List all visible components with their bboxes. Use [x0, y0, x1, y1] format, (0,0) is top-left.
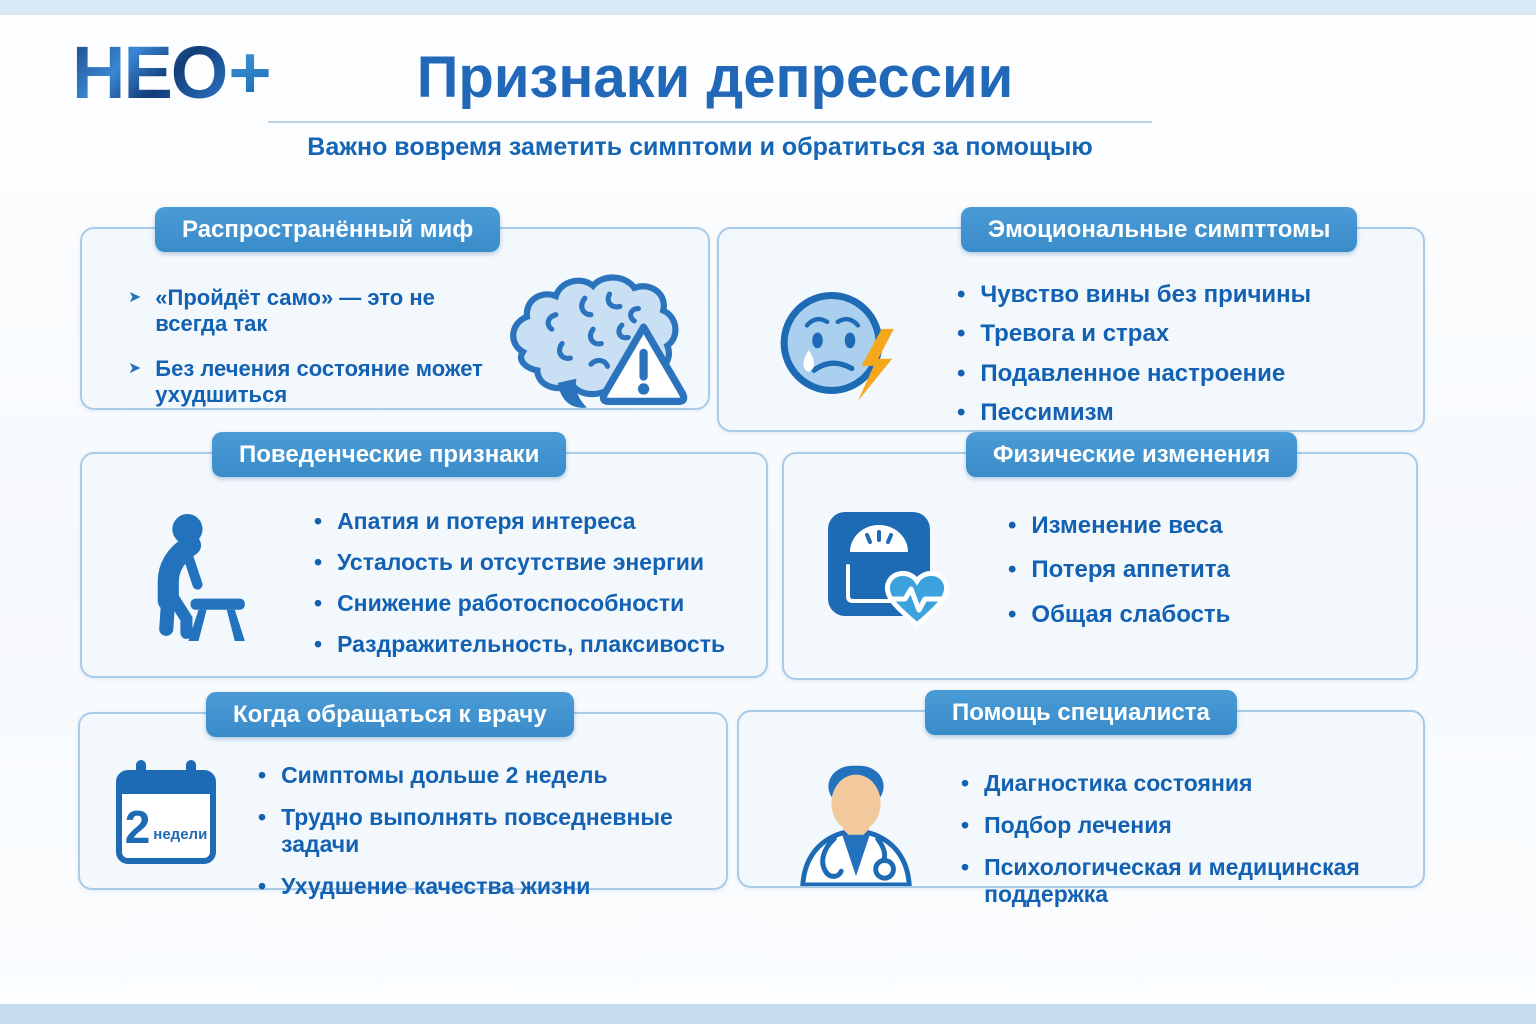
list-item — [128, 356, 494, 408]
dot-bullet-icon: • — [258, 804, 267, 831]
card-header-physical-changes: Физические изменения — [966, 432, 1297, 477]
dot-bullet-icon: • — [961, 854, 970, 881]
list-item-text: Чувство вины без причины — [980, 281, 1312, 308]
dot-bullet-icon: • — [314, 549, 323, 576]
list-item-text: Раздражительность, плаксивость — [337, 631, 726, 658]
calendar-number: 2 — [124, 801, 151, 853]
brain-warning-icon — [494, 263, 690, 408]
dot-bullet-icon: • — [258, 873, 267, 900]
list-item-text: Апатия и потеря интереса — [337, 508, 636, 534]
list-item — [1008, 512, 1230, 540]
dot-bullet-icon: • — [1008, 556, 1017, 584]
card-behavioral-signs — [80, 440, 768, 678]
bullet-list — [258, 762, 716, 900]
card-header-emotional-symptoms: Эмоциональные симпттомы — [961, 207, 1357, 252]
list-item — [961, 812, 1417, 839]
list-item — [961, 770, 1417, 797]
calendar-topbar — [121, 775, 211, 794]
list-item — [957, 281, 1311, 309]
dot-bullet-icon: • — [957, 281, 966, 308]
list-item-text: Тревога и страх — [980, 320, 1170, 348]
list-item — [1008, 601, 1230, 629]
dot-bullet-icon: • — [314, 590, 323, 617]
calendar-label: недели — [153, 825, 208, 843]
list-item-text: «Пройдёт само» — это не всегда так — [155, 285, 435, 336]
list-item-text: Трудно выполнять повседневные задачи — [281, 804, 673, 858]
list-item — [957, 320, 1311, 348]
title-divider — [268, 121, 1152, 123]
arrow-bullet-icon: ➤ — [128, 289, 142, 306]
list-item — [258, 804, 716, 858]
card-physical-changes — [782, 440, 1418, 680]
dot-bullet-icon: • — [1008, 512, 1017, 539]
card-when-to-see-doctor — [78, 700, 728, 900]
sitting-person-icon — [138, 512, 258, 676]
calendar-icon — [116, 760, 216, 888]
list-item-text: Подавленное настроение — [980, 359, 1286, 387]
top-decor-strip — [0, 0, 1536, 15]
list-item — [314, 631, 725, 658]
card-header-specialist-help: Помощь специалиста — [925, 690, 1237, 735]
dot-bullet-icon: • — [314, 508, 323, 534]
list-item — [128, 285, 494, 337]
list-item — [258, 762, 716, 789]
card-common-myth — [80, 215, 710, 410]
card-emotional-symptoms — [717, 215, 1425, 432]
list-item — [314, 508, 725, 535]
bullet-list — [957, 281, 1311, 430]
card-header-when-to-see-doctor: Когда обращаться к врачу — [206, 692, 574, 737]
scale-heart-icon — [820, 506, 960, 678]
card-header-common-myth: Распространённый миф — [155, 207, 500, 252]
list-item — [314, 549, 725, 576]
bottom-decor-strip — [0, 1004, 1536, 1024]
dot-bullet-icon: • — [961, 770, 970, 796]
calendar-ring-icon — [186, 760, 196, 784]
arrow-bullet-icon: ➤ — [128, 359, 142, 377]
list-item-text: Ухудшение качества жизни — [281, 873, 591, 900]
list-item-text: Диагностика состояния — [984, 770, 1253, 796]
list-item-text: Снижение работоспособности — [337, 590, 685, 617]
list-item — [957, 399, 1311, 427]
list-item-text: Без лечения состояние может ухудшиться — [155, 355, 483, 407]
dot-bullet-icon: • — [957, 320, 966, 348]
list-item-text: Общая слабость — [1031, 600, 1231, 628]
list-item-text: Симптомы дольше 2 недель — [281, 762, 608, 788]
dot-bullet-icon: • — [258, 762, 267, 788]
list-item-text: Пессимизм — [980, 398, 1114, 426]
list-item-text: Потеря аппетита — [1031, 556, 1230, 584]
list-item — [961, 854, 1417, 908]
list-item — [957, 360, 1311, 388]
bullet-list — [1008, 512, 1230, 678]
sad-face-lightning-icon — [777, 285, 909, 430]
logo-text: НЕО — [72, 31, 227, 114]
list-item-text: Подбор лечения — [984, 812, 1172, 839]
dot-bullet-icon: • — [314, 631, 323, 658]
list-item — [1008, 556, 1230, 584]
list-item — [258, 873, 716, 900]
calendar-ring-icon — [136, 760, 146, 784]
dot-bullet-icon: • — [957, 359, 966, 387]
page-subtitle: Важно вовремя заметить симптоми и обратиться за помощыю — [307, 133, 1093, 161]
list-item-text: Усталость и отсутствие энергии — [337, 549, 705, 576]
dot-bullet-icon: • — [961, 812, 970, 839]
dot-bullet-icon: • — [957, 398, 966, 426]
list-item-text: Изменение веса — [1031, 512, 1223, 539]
bullet-list — [314, 508, 725, 676]
logo-plus-icon: + — [228, 31, 270, 114]
list-item — [314, 590, 725, 617]
bullet-list — [128, 285, 494, 408]
dot-bullet-icon: • — [1008, 600, 1017, 628]
card-specialist-help — [737, 698, 1425, 908]
bullet-list — [961, 770, 1417, 908]
list-item-text: Психологическая и медицинская поддержка — [984, 854, 1360, 908]
doctor-icon — [787, 746, 925, 886]
card-header-behavioral-signs: Поведенческие признаки — [212, 432, 566, 477]
page-title: Признаки депрессии — [416, 45, 1014, 110]
